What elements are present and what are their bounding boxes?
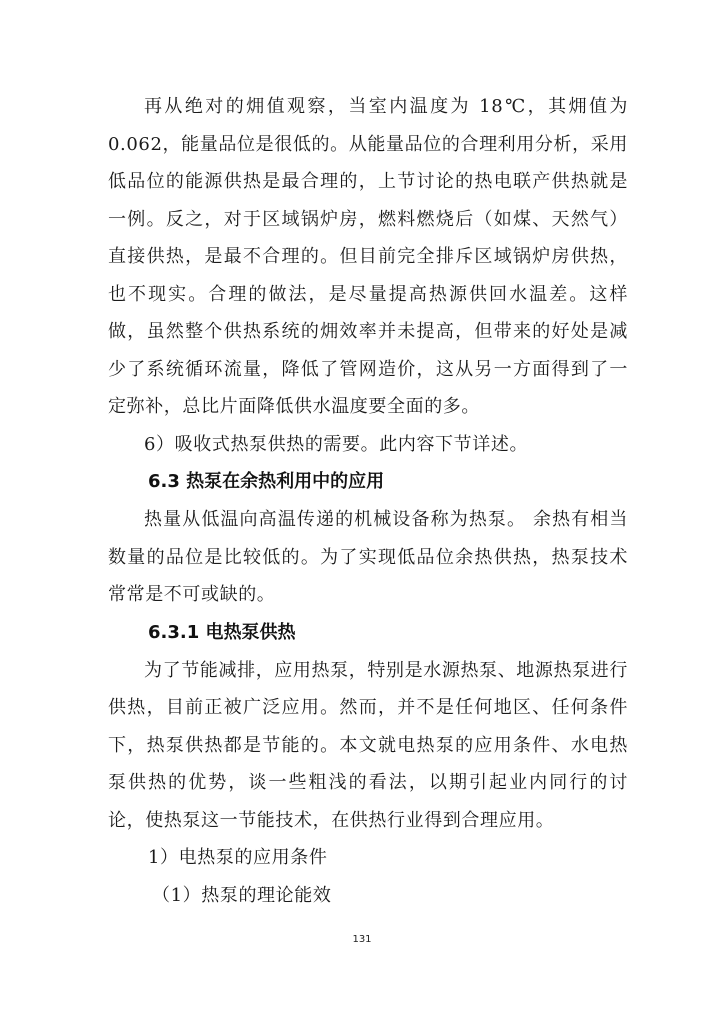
section-heading-6-3: 6.3 热泵在余热利用中的应用	[148, 471, 385, 492]
paragraph-heat-pump-definition: 热量从低温向高温传递的机械设备称为热泵。 余热有相当数量的品位是比较低的。为了实现低品位余热供热，热泵技术常常是不可或缺的。	[108, 509, 628, 605]
list-item-application-conditions: 1）电热泵的应用条件	[148, 847, 328, 868]
section-heading-6-3-1: 6.3.1 电热泵供热	[148, 621, 296, 643]
paragraph-electric-heat-pump-intro: 为了节能减排，应用热泵，特别是水源热泵、地源热泵进行供热，目前正被广泛应用。然而，并不是任何地区、任何条件下，热泵供热都是节能的。本文就电热泵的应用条件、水电热泵供热的优势，谈一些粗浅的看法，以期引起业内同行的讨论，使热泵这一节能技术，在供热行业得到合理应用。	[108, 659, 628, 831]
list-item-theoretical-efficiency: （1）热泵的理论能效	[152, 885, 332, 906]
page-number: 131	[352, 934, 372, 945]
paragraph-absorption-heat-pump: 6）吸收式热泵供热的需要。此内容下节详述。	[144, 433, 529, 455]
paragraph-exergy-observation: 再从绝对的㶲值观察，当室内温度为 18℃，其㶲值为 0.062，能量品位是很低的。从能量品位的合理利用分析，采用低品位的能源供热是最合理的，上节讨论的热电联产供热就是一例。反之，对于区域锅炉房，燃料燃烧后（如煤、天然气）直接供热，是最不合理的。但目前完全排斥区域锅炉房供热，也不现实。合理的做法，是尽量提高热源供回水温差。这样做，虽然整个供热系统的㶲效率并未提高，但带来的好处是减少了系统循环流量，降低了管网造价，这从另一方面得到了一定弥补，总比片面降低供水温度要全面的多。	[108, 96, 628, 417]
page-body	[108, 88, 628, 915]
